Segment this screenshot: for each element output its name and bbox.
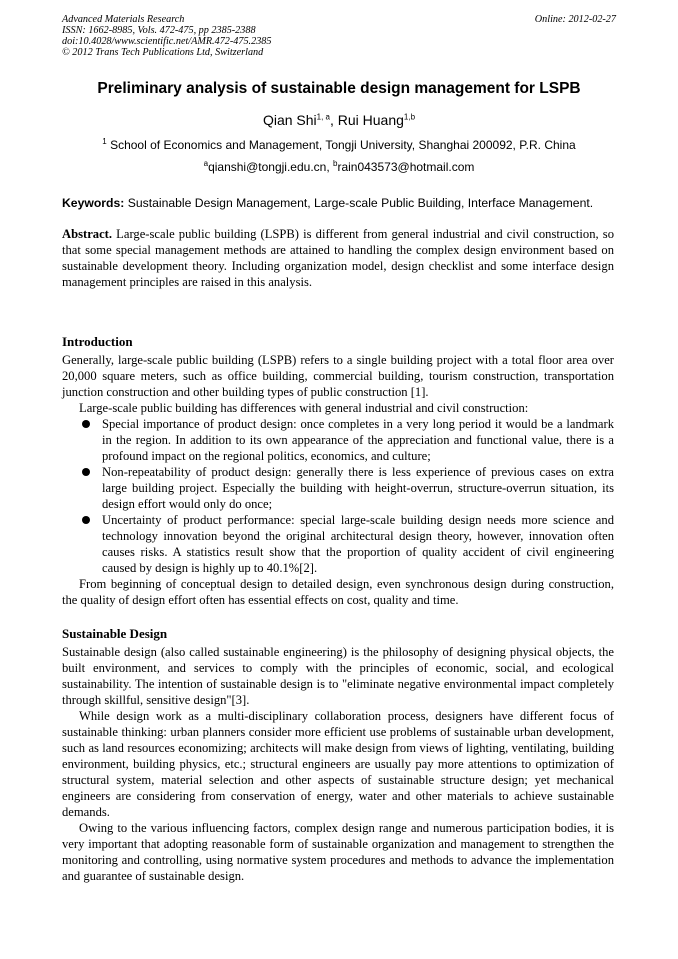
online-date: Online: 2012-02-27 (534, 14, 616, 25)
doi-line: doi:10.4028/www.scientific.net/AMR.472-475.2385 (62, 36, 272, 47)
affiliation (62, 138, 616, 152)
author-1: Qian Shi (262, 112, 317, 128)
copyright-line: © 2012 Trans Tech Publications Ltd, Switzerland (62, 47, 264, 58)
abstract-text: Large-scale public building (LSPB) is different from general industrial and civil construction, so that some special management methods are attained to handling the complex design environment based on sustainable development theory. Including organization model, design checklist and some interface design management principles are raised in this analysis. (62, 227, 614, 289)
issn-line: ISSN: 1662-8985, Vols. 472-475, pp 2385-2388 (62, 25, 256, 36)
sustainable-paragraph-3: Owing to the various influencing factors, complex design range and numerous participation bodies, it is very important that adopting reasonable form of sustainable organization and management to strengthen the monitoring and controlling, using normative system procedures and methods to advance the implementation and guarantee of sustainable design. (62, 821, 614, 883)
bullet-icon (82, 468, 90, 476)
list-item: Special importance of product design: once completes in a very long period it would be a landmark in the region. In addition to its own appearance of the appreciation and functional value, there is a profound impact on the regional politics, economics, and culture; (62, 416, 614, 464)
intro-bullet-list (62, 416, 614, 576)
section-heading-sustainable-design: Sustainable Design (62, 626, 168, 641)
abstract-label: Abstract. (62, 227, 113, 241)
email-b: rain043573@hotmail.com (337, 160, 475, 174)
abstract (62, 226, 614, 290)
author-2: Rui Huang (337, 112, 404, 128)
email-a: qianshi@tongji.edu.cn, (208, 160, 333, 174)
section-heading-introduction: Introduction (62, 334, 133, 349)
keywords-text: Sustainable Design Management, Large-scale Public Building, Interface Management. (127, 196, 594, 210)
journal-header (62, 14, 616, 58)
sustainable-body (62, 644, 614, 884)
email-b-sup: b (333, 159, 338, 168)
sustainable-paragraph-1: Sustainable design (also called sustainable engineering) is the philosophy of designing physical objects, the built environment, and services to comply with the principles of economic, social, and ecological sustainability. The intention of sustainable design is to "eliminate negative environmental impact completely through skillful, sensitive design"[3]. (62, 645, 614, 707)
author-line (62, 112, 616, 128)
email-line (62, 160, 616, 174)
affiliation-sup: 1 (102, 137, 107, 146)
journal-name: Advanced Materials Research (62, 14, 185, 25)
author-2-sup: 1,b (403, 112, 416, 122)
introduction-body (62, 352, 614, 608)
email-a-sup: a (203, 159, 209, 168)
author-1-sup: 1, a (316, 112, 330, 122)
list-item: Non-repeatability of product design: generally there is less experience of previous cases on extra large building project. Especially the building with height-overrun, structure-overrun situation, its design effort would only do once; (62, 464, 614, 512)
bullet-icon (82, 420, 90, 428)
affiliation-text: School of Economics and Management, Tongji University, Shanghai 200092, P.R. China (110, 138, 576, 152)
keywords (62, 196, 616, 210)
list-item: Uncertainty of product performance: special large-scale building design needs more science and technology innovation beyond the original architectural design theory, however, innovation often causes risks. A statistics result show that the proportion of quality accident of civil engineering caused by design is highly up to 40.1%[2]. (62, 512, 614, 576)
keywords-label: Keywords: (62, 196, 125, 210)
paper-title: Preliminary analysis of sustainable design management for LSPB (97, 80, 581, 97)
bullet-icon (82, 516, 90, 524)
sustainable-paragraph-2: While design work as a multi-disciplinary collaboration process, designers have different focus of sustainable thinking: urban planners consider more efficient use problems of sustainable urban development, such as land resources economizing; architects will make design from views of lighting, ventilating, building environment, building physics, etc.; structural engineers are usually pay more attentions to optimization of structural system, material selection and other aspects of sustainable structure design; yet mechanical engineers are considering from conservation of energy, water and other materials to achieve sustainable demands. (62, 709, 614, 819)
author-separator: , (329, 112, 338, 128)
intro-paragraph-1: Generally, large-scale public building (LSPB) refers to a single building project with a total floor area over 20,000 square meters, such as office building, commercial building, tourism construction, transportation junction construction and other building types of public construction [1]. (62, 353, 614, 399)
intro-paragraph-2: Large-scale public building has differences with general industrial and civil construction: (79, 401, 529, 415)
intro-paragraph-3: From beginning of conceptual design to detailed design, even synchronous design during construction, the quality of design effort often has essential effects on cost, quality and time. (62, 577, 614, 607)
